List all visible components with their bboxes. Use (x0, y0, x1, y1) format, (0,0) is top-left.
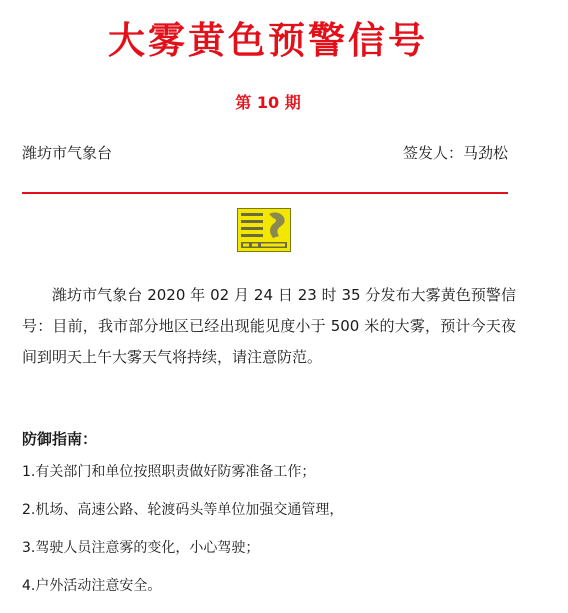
guide-item: 2.机场、高速公路、轮渡码头等单位加强交通管理， (22, 502, 344, 518)
guide-list (22, 461, 522, 613)
guide-item: 3.驾驶人员注意雾的变化，小心驾驶； (22, 540, 260, 556)
warning-body: 潍坊市气象台 2020 年 02 月 24 日 23 时 35 分发布大雾黄色预警信号：目前，我市部分地区已经出现能见度小于 500 米的大雾，预计今天夜间到明天上午大雾天气将持续，请注意防范。 (22, 286, 516, 366)
issuing-organization: 潍坊市气象台 (22, 144, 113, 162)
fog-yellow-warning-icon (237, 208, 291, 252)
issuer-row (22, 142, 508, 164)
guide-item: 4.户外活动注意安全。 (22, 578, 162, 594)
red-divider (22, 192, 508, 194)
issue-number: 第 10 期 (235, 93, 301, 112)
guide-heading: 防御指南： (22, 430, 98, 448)
signer: 签发人：马劲松 (402, 144, 508, 162)
guide-item: 1.有关部门和单位按照职责做好防雾准备工作； (22, 464, 316, 480)
document-title: 大雾黄色预警信号 (108, 19, 428, 62)
